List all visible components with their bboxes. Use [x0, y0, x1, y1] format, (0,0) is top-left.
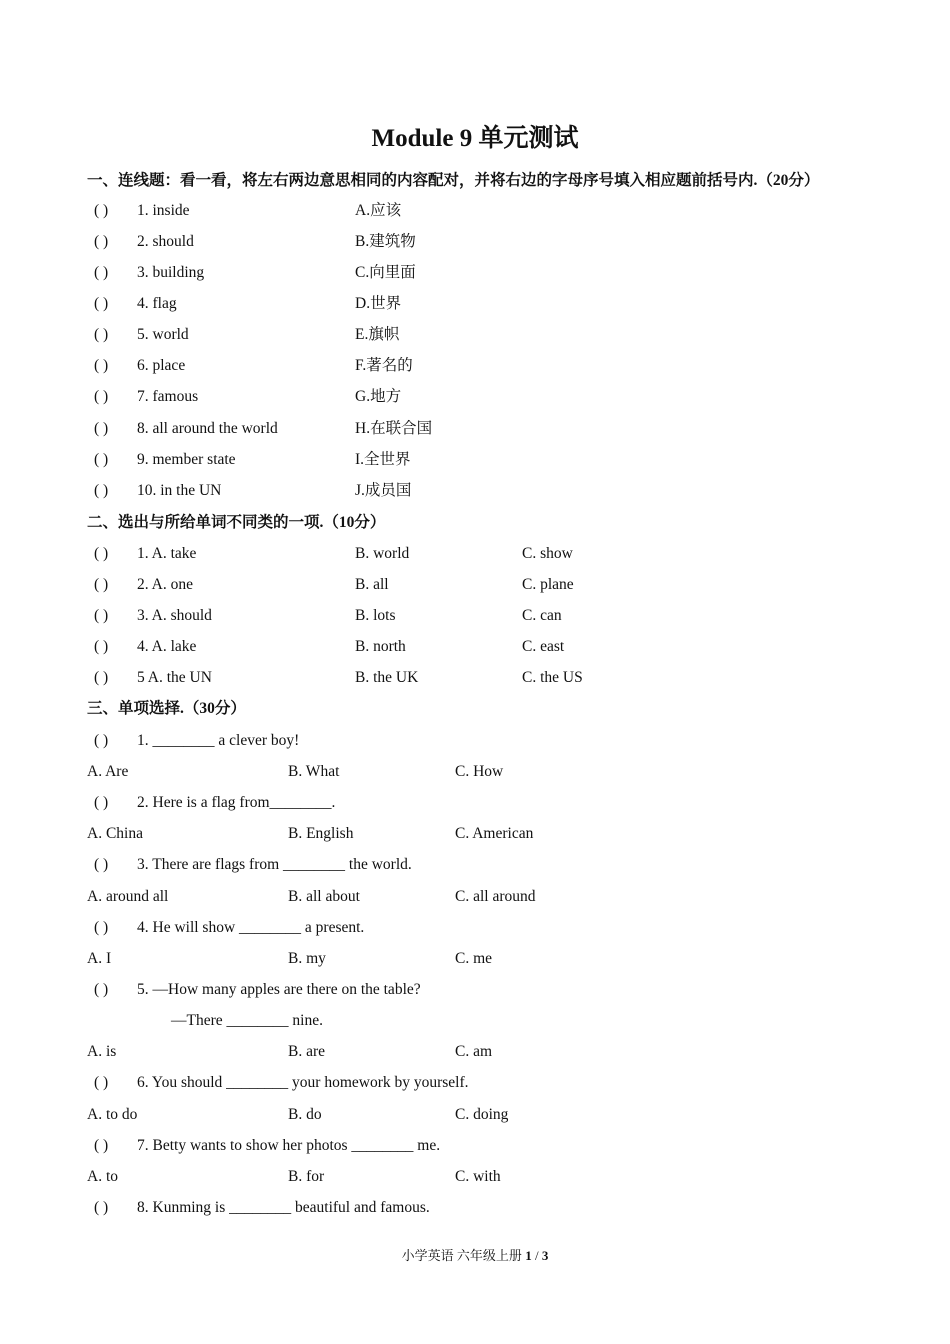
- match-left: 3. building: [137, 264, 205, 281]
- option-b: B. lots: [355, 607, 396, 624]
- match-left: 5. world: [137, 326, 189, 343]
- answer-paren[interactable]: ( ): [94, 451, 109, 468]
- option-b: B. world: [355, 545, 410, 562]
- options-row: [0, 1166, 950, 1188]
- odd-one-out-row: [0, 636, 950, 658]
- match-left: 6. place: [137, 357, 186, 374]
- page-number: 1: [525, 1248, 532, 1263]
- option-a: A. to: [87, 1168, 118, 1185]
- question-row: [0, 979, 950, 1001]
- match-right: I.全世界: [355, 451, 411, 468]
- match-right: E.旗帜: [355, 326, 400, 343]
- option-b: B. north: [355, 638, 406, 655]
- option-c: C. the US: [522, 669, 583, 686]
- option-b: B. the UK: [355, 669, 419, 686]
- answer-paren[interactable]: ( ): [94, 732, 109, 749]
- question-text: 5. —How many apples are there on the table?: [137, 981, 421, 998]
- match-right: A.应该: [355, 202, 402, 219]
- match-right: F.著名的: [355, 357, 413, 374]
- option-a: A. Are: [87, 763, 129, 780]
- options-row: [0, 1041, 950, 1063]
- section2-heading: 二、选出与所给单词不同类的一项.（10分）: [87, 514, 386, 531]
- answer-paren[interactable]: ( ): [94, 388, 109, 405]
- question-row: [0, 854, 950, 876]
- options-row: [0, 823, 950, 845]
- options-row: [0, 886, 950, 908]
- option-b: B. all about: [288, 888, 360, 905]
- option-a: A. China: [87, 825, 143, 842]
- answer-paren[interactable]: ( ): [94, 794, 109, 811]
- options-row: [0, 948, 950, 970]
- question-row: [0, 1197, 950, 1219]
- match-row: [0, 262, 950, 284]
- odd-one-out-row: [0, 667, 950, 689]
- question-row: [0, 730, 950, 752]
- answer-paren[interactable]: ( ): [94, 545, 109, 562]
- section3-heading: 三、单项选择.（30分）: [87, 700, 246, 717]
- option-a: 4. A. lake: [137, 638, 197, 655]
- option-a: A. around all: [87, 888, 169, 905]
- question-text: 1. ________ a clever boy!: [137, 732, 300, 749]
- option-a: 3. A. should: [137, 607, 212, 624]
- answer-paren[interactable]: ( ): [94, 295, 109, 312]
- match-row: [0, 418, 950, 440]
- page-footer: [0, 1246, 950, 1266]
- odd-one-out-row: [0, 543, 950, 565]
- answer-paren[interactable]: ( ): [94, 326, 109, 343]
- option-c: C. me: [455, 950, 493, 967]
- match-row: [0, 386, 950, 408]
- options-row: [0, 1104, 950, 1126]
- option-c: C. How: [455, 763, 504, 780]
- section1-heading: 一、连线题：看一看，将左右两边意思相同的内容配对，并将右边的字母序号填入相应题前括号内.（20分）: [87, 172, 820, 189]
- page-separator: /: [534, 1248, 539, 1263]
- option-c: C. with: [455, 1168, 501, 1185]
- match-row: [0, 200, 950, 222]
- option-a: 1. A. take: [137, 545, 197, 562]
- match-left: 8. all around the world: [137, 420, 278, 437]
- option-b: B. English: [288, 825, 354, 842]
- question-text: 8. Kunming is ________ beautiful and famous.: [137, 1199, 430, 1216]
- option-c: C. am: [455, 1043, 493, 1060]
- question-text: 6. You should ________ your homework by yourself.: [137, 1074, 469, 1091]
- option-b: B. are: [288, 1043, 326, 1060]
- match-row: [0, 355, 950, 377]
- option-c: C. show: [522, 545, 573, 562]
- odd-one-out-row: [0, 574, 950, 596]
- answer-paren[interactable]: ( ): [94, 233, 109, 250]
- option-c: C. east: [522, 638, 565, 655]
- match-left: 9. member state: [137, 451, 236, 468]
- odd-one-out-row: [0, 605, 950, 627]
- answer-paren[interactable]: ( ): [94, 482, 109, 499]
- question-row: [0, 792, 950, 814]
- option-b: B. for: [288, 1168, 325, 1185]
- option-a: A. is: [87, 1043, 117, 1060]
- page-title: Module 9 单元测试: [371, 125, 579, 152]
- answer-paren[interactable]: ( ): [94, 919, 109, 936]
- option-c: C. plane: [522, 576, 574, 593]
- match-right: G.地方: [355, 388, 402, 405]
- match-right: J.成员国: [355, 482, 412, 499]
- answer-paren[interactable]: ( ): [94, 638, 109, 655]
- option-c: C. all around: [455, 888, 536, 905]
- match-row: [0, 449, 950, 471]
- answer-paren[interactable]: ( ): [94, 1137, 109, 1154]
- option-a: 2. A. one: [137, 576, 193, 593]
- answer-paren[interactable]: ( ): [94, 856, 109, 873]
- option-c: C. American: [455, 825, 534, 842]
- answer-paren[interactable]: ( ): [94, 264, 109, 281]
- answer-paren[interactable]: ( ): [94, 576, 109, 593]
- answer-paren[interactable]: ( ): [94, 1074, 109, 1091]
- question-row: [0, 917, 950, 939]
- option-b: B. my: [288, 950, 326, 967]
- match-left: 7. famous: [137, 388, 199, 405]
- question-text-reply: —There ________ nine.: [171, 1012, 323, 1029]
- question-row-continued: [0, 1010, 950, 1032]
- answer-paren[interactable]: ( ): [94, 420, 109, 437]
- option-a: 5 A. the UN: [137, 669, 212, 686]
- option-b: B. What: [288, 763, 340, 780]
- option-a: A. to do: [87, 1106, 138, 1123]
- match-row: [0, 293, 950, 315]
- match-right: B.建筑物: [355, 233, 416, 250]
- match-left: 4. flag: [137, 295, 177, 312]
- match-right: H.在联合国: [355, 420, 433, 437]
- match-row: [0, 231, 950, 253]
- options-row: [0, 761, 950, 783]
- question-text: 3. There are flags from ________ the world.: [137, 856, 412, 873]
- match-right: D.世界: [355, 295, 402, 312]
- question-text: 2. Here is a flag from________.: [137, 794, 336, 811]
- answer-paren[interactable]: ( ): [94, 1199, 109, 1216]
- answer-paren[interactable]: ( ): [94, 357, 109, 374]
- page-total: 3: [541, 1248, 549, 1263]
- option-b: B. all: [355, 576, 389, 593]
- match-left: 10. in the UN: [137, 482, 222, 499]
- question-text: 7. Betty wants to show her photos ________ me.: [137, 1137, 441, 1154]
- footer-text: 小学英语 六年级上册: [401, 1248, 522, 1263]
- option-c: C. doing: [455, 1106, 509, 1123]
- answer-paren[interactable]: ( ): [94, 669, 109, 686]
- option-b: B. do: [288, 1106, 322, 1123]
- question-row: [0, 1072, 950, 1094]
- match-left: 2. should: [137, 233, 194, 250]
- answer-paren[interactable]: ( ): [94, 202, 109, 219]
- match-left: 1. inside: [137, 202, 190, 219]
- question-text: 4. He will show ________ a present.: [137, 919, 365, 936]
- answer-paren[interactable]: ( ): [94, 981, 109, 998]
- match-right: C.向里面: [355, 264, 416, 281]
- option-c: C. can: [522, 607, 562, 624]
- answer-paren[interactable]: ( ): [94, 607, 109, 624]
- match-row: [0, 324, 950, 346]
- question-row: [0, 1135, 950, 1157]
- match-row: [0, 480, 950, 502]
- option-a: A. I: [87, 950, 112, 967]
